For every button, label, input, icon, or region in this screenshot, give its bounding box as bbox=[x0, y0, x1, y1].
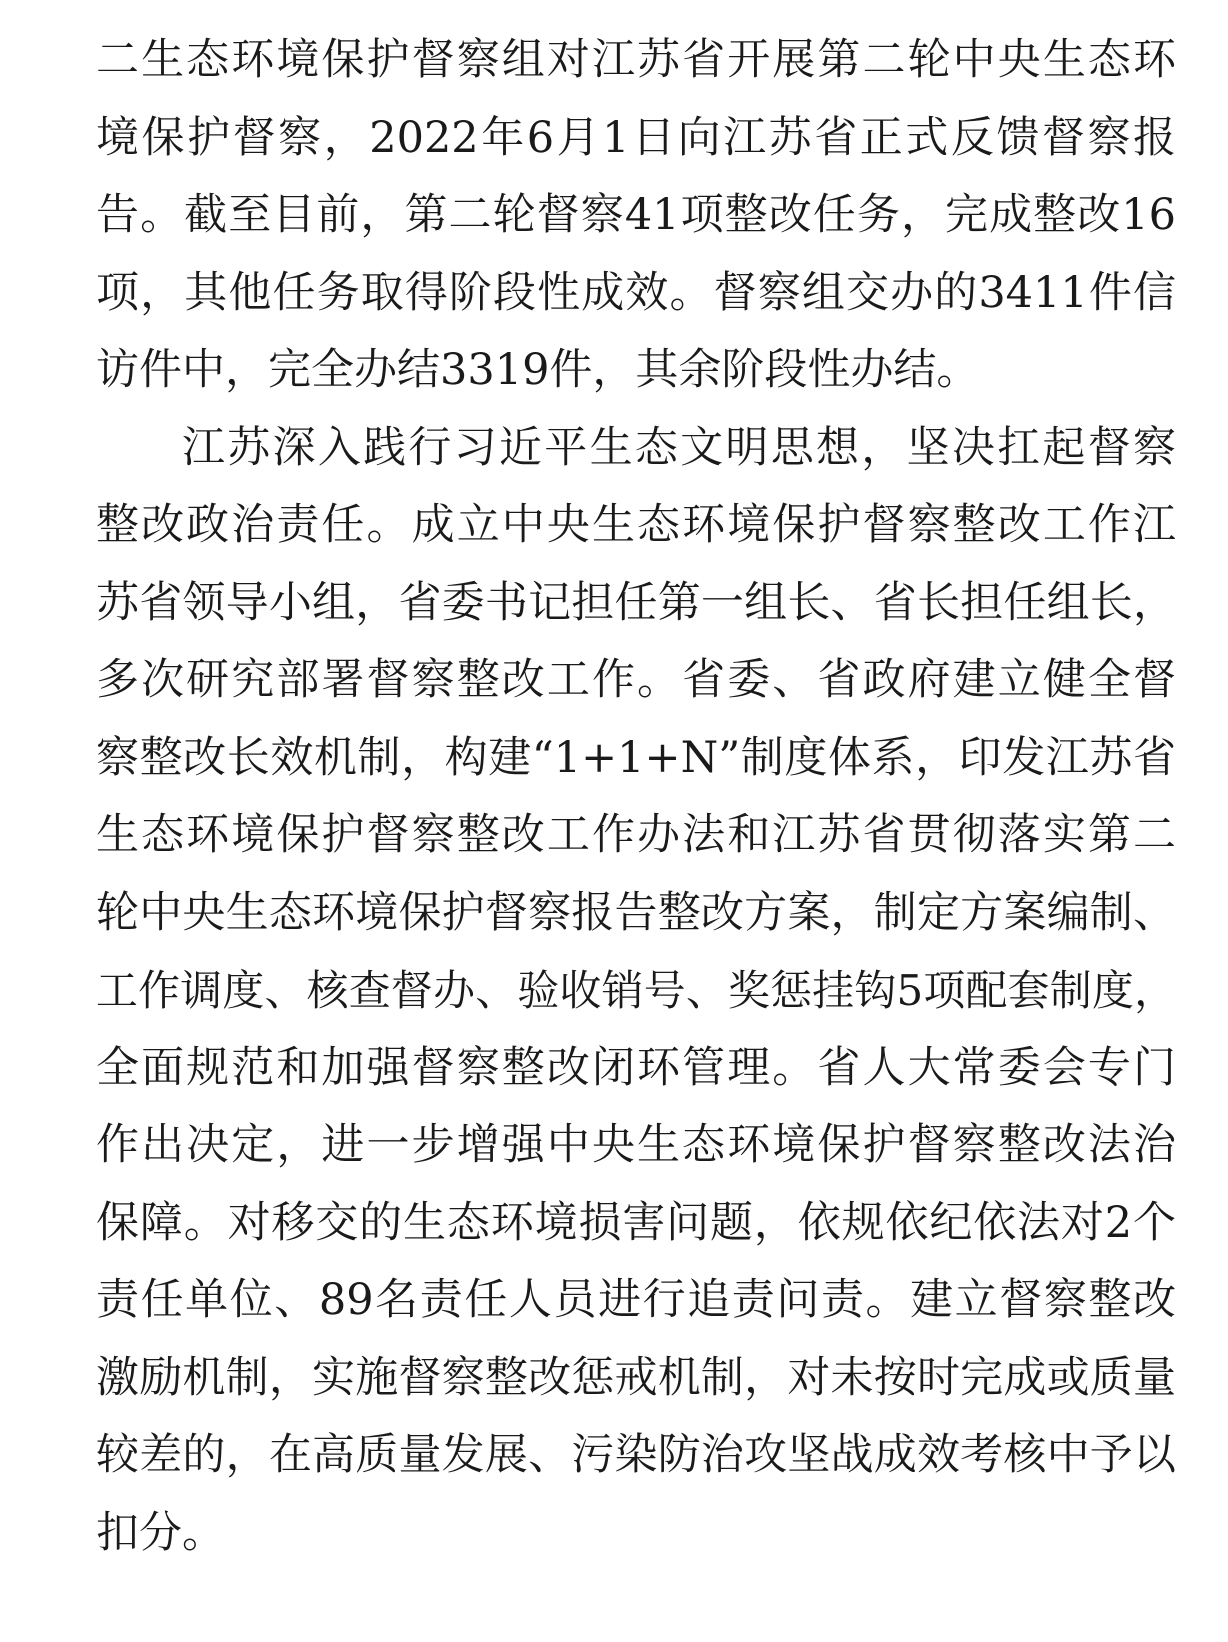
text-line: 作出决定，进一步增强中央生态环境保护督察整改法治 bbox=[96, 1120, 1176, 1170]
text-line: 访件中，完全办结3319件，其余阶段性办结。 bbox=[96, 345, 980, 395]
text-line: 二生态环境保护督察组对江苏省开展第二轮中央生态环 bbox=[96, 35, 1176, 85]
text-line: 察整改长效机制，构建“1+1+N”制度体系，印发江苏省 bbox=[96, 732, 1176, 783]
text-line: 责任单位、89名责任人员进行追责问责。建立督察整改 bbox=[96, 1275, 1176, 1325]
paragraph-2 bbox=[96, 410, 1176, 1573]
text-line: 多次研究部署督察整改工作。省委、省政府建立健全督 bbox=[96, 655, 1176, 705]
body-text bbox=[96, 22, 1176, 1572]
text-line: 告。截至目前，第二轮督察41项整改任务，完成整改16 bbox=[96, 190, 1176, 240]
text-line: 工作调度、核查督办、验收销号、奖惩挂钩5项配套制度， bbox=[96, 966, 1176, 1015]
text-line: 苏省领导小组，省委书记担任第一组长、省长担任组长， bbox=[96, 577, 1176, 628]
text-line: 轮中央生态环境保护督察报告整改方案，制定方案编制、 bbox=[96, 887, 1176, 938]
text-line: 较差的，在高质量发展、污染防治攻坚战成效考核中予以 bbox=[96, 1430, 1176, 1480]
text-line: 整改政治责任。成立中央生态环境保护督察整改工作江 bbox=[96, 500, 1176, 550]
text-line: 扣分。 bbox=[96, 1507, 225, 1558]
text-line: 生态环境保护督察整改工作办法和江苏省贯彻落实第二 bbox=[96, 810, 1176, 860]
paragraph-1 bbox=[96, 22, 1176, 410]
text-line: 激励机制，实施督察整改惩戒机制，对未按时完成或质量 bbox=[96, 1352, 1176, 1403]
text-line: 全面规范和加强督察整改闭环管理。省人大常委会专门 bbox=[96, 1042, 1176, 1093]
text-line: 江苏深入践行习近平生态文明思想，坚决扛起督察 bbox=[182, 422, 1176, 473]
text-line: 保障。对移交的生态环境损害问题，依规依纪依法对2个 bbox=[96, 1197, 1176, 1248]
text-line: 境保护督察，2022年6月1日向江苏省正式反馈督察报 bbox=[96, 112, 1176, 163]
text-line: 项，其他任务取得阶段性成效。督察组交办的3411件信 bbox=[96, 267, 1176, 318]
